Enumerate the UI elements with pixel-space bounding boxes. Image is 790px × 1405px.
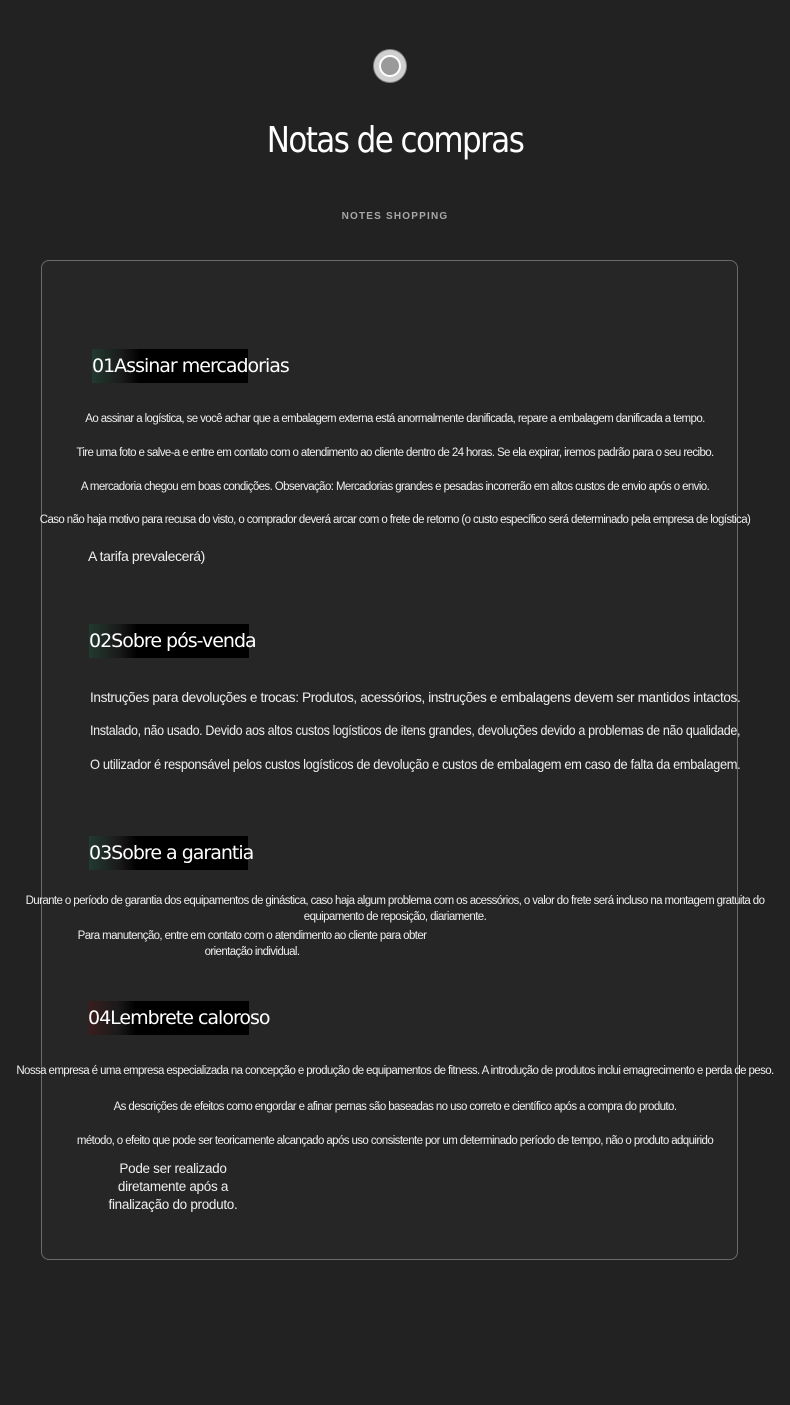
section-heading-04: 04Lembrete caloroso (88, 1001, 249, 1035)
section-01-line-3: A mercadoria chegou em boas condições. Observação: Mercadorias grandes e pesadas incorrerão em altos custos de envio após o envio. (80, 481, 710, 493)
section-04-line-1: Nossa empresa é uma empresa especializada na concepção e produção de equipamentos de fitness. A introdução de produtos inclui emagrecimento e perda de peso. (16, 1065, 774, 1077)
section-01-line-2: Tire uma foto e salve-a e entre em contato com o atendimento ao cliente dentro de 24 horas. Se ela expirar, iremos padrão para o seu recibo. (76, 447, 714, 459)
section-04-line-3: método, o efeito que pode ser teoricamente alcançado após uso consistente por um determinado período de tempo, não o produto adquirido (76, 1135, 714, 1147)
logo-icon (374, 50, 406, 82)
page-title: Notas de compras (266, 120, 524, 161)
section-03-line-2: Para manutenção, entre em contato com o atendimento ao cliente para obter orientação individual. (77, 930, 427, 958)
section-02-line-3: O utilizador é responsável pelos custos logísticos de devolução e custos de embalagem em caso de falta da embalagem. (90, 756, 741, 772)
section-01-line-4: Caso não haja motivo para recusa do visto, o comprador deverá arcar com o frete de retorno (o custo específico será determinado pela empresa de logística) (39, 514, 751, 526)
section-03-line-1: Durante o período de garantia dos equipamentos de ginástica, caso haja algum problema com os acessórios, o valor do frete será incluso na montagem gratuita do equipamento de reposição, diariamente. (25, 895, 765, 923)
section-02-line-1: Instruções para devoluções e trocas: Produtos, acessórios, instruções e embalagens devem ser mantidos intactos. (90, 689, 741, 705)
section-heading-01: 01Assinar mercadorias (92, 349, 248, 383)
section-heading-03: 03Sobre a garantia (89, 836, 248, 870)
section-01-line-5: A tarifa prevalecerá) (88, 548, 205, 564)
section-02-line-2: Instalado, não usado. Devido aos altos custos logísticos de itens grandes, devoluções devido a problemas de não qualidade, (90, 722, 741, 738)
page-subtitle: NOTES SHOPPING (341, 211, 449, 222)
section-04-line-2: As descrições de efeitos como engordar e afinar pernas são baseadas no uso correto e científico após a compra do produto. (113, 1101, 677, 1113)
section-heading-02: 02Sobre pós-venda (89, 624, 249, 658)
section-04-line-4: Pode ser realizado diretamente após a finalização do produto. (108, 1161, 238, 1212)
section-01-line-1: Ao assinar a logística, se você achar que a embalagem externa está anormalmente danificada, repare a embalagem danificada a tempo. (85, 413, 705, 425)
